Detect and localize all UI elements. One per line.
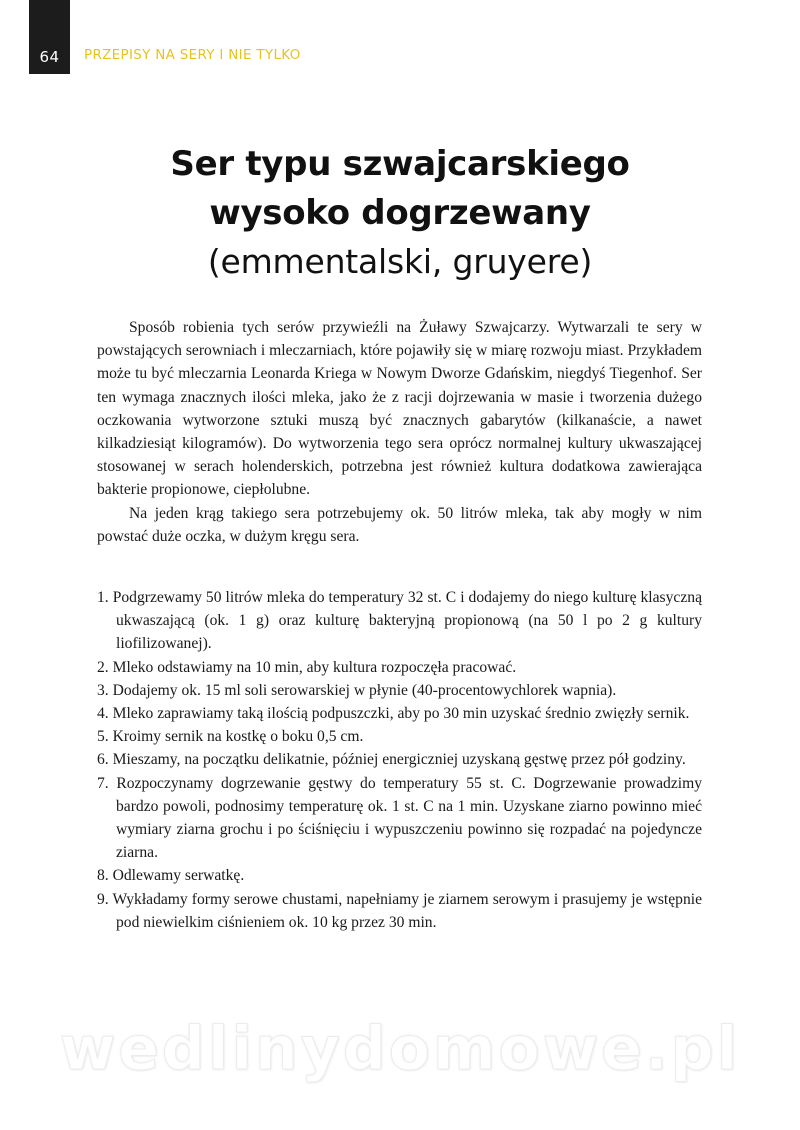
step-item: 1. Podgrzewamy 50 litrów mleka do temperatury 32 st. C i dodajemy do niego kulturę klasyczną ukwaszającą (ok. 1 g) oraz kulturę bakteryjną propionową (na 50 l po 2 g kultury liofilizowanej). — [97, 589, 702, 653]
step-item: 9. Wykładamy formy serowe chustami, napełniamy je ziarnem serowym i prasujemy je wstępnie pod niewielkim ciśnieniem ok. 10 kg przez 30 min. — [97, 890, 702, 931]
recipe-title — [60, 140, 740, 286]
step-item: 2. Mleko odstawiamy na 10 min, aby kultura rozpoczęła pracować. — [97, 658, 517, 676]
steps-list — [97, 586, 702, 934]
intro-text — [97, 316, 702, 548]
title-line-1: Ser typu szwajcarskiego — [170, 144, 630, 184]
paragraph: Na jeden krąg takiego sera potrzebujemy ok. 50 litrów mleka, tak aby mogły w nim powstać duże oczka, w dużym kręgu sera. — [97, 504, 702, 545]
step-item: 8. Odlewamy serwatkę. — [97, 867, 245, 885]
title-line-2: wysoko dogrzewany — [209, 193, 591, 233]
step-item: 5. Kroimy sernik na kostkę o boku 0,5 cm. — [97, 728, 364, 746]
page-number-tab — [29, 0, 70, 74]
step-item: 3. Dodajemy ok. 15 ml soli serowarskiej w płynie (40-procentowychlorek wapnia). — [97, 681, 617, 699]
step-item: 4. Mleko zaprawiamy taką ilością podpuszczki, aby po 30 min uzyskać średnio zwięzły sernik. — [97, 705, 690, 723]
step-item: 6. Mieszamy, na początku delikatnie, później energiczniej uzyskaną gęstwę przez pół godziny. — [97, 751, 686, 769]
page-number: 64 — [39, 48, 60, 66]
paragraph: Sposób robienia tych serów przywieźli na Żuławy Szwajcarzy. Wytwarzali te sery w powstających serowniach i mleczarniach, które pojawiły się w miarę rozwoju miast. Przykładem może tu być mleczarnia Leonarda Kriega w Nowym Dworze Gdańskim, niegdyś Tiegenhof. Ser ten wymaga znacznych ilości mleka, jako że z racji dojrzewania w masie i tworzenia dużego oczkowania wytworzone sztuki muszą być znacznych gabarytów (kilkanaście, a nawet kilkadziesiąt kilogramów). Do wytworzenia tego sera oprócz normalnej kultury ukwaszającej stosowanej w serach holenderskich, potrzebna jest również kultura dodatkowa zawierająca bakterie propionowe, ciepłolubne. — [97, 319, 702, 499]
watermark: wedlinydomowe.pl — [59, 1014, 741, 1084]
step-item: 7. Rozpoczynamy dogrzewanie gęstwy do temperatury 55 st. C. Dogrzewanie prowadzimy bardzo powoli, podnosimy temperaturę ok. 1 st. C na 1 min. Uzyskane ziarno powinno mieć wymiary ziarna grochu i po ściśnięciu i wypuszczeniu powinno się rozpadać na pojedyncze ziarna. — [97, 774, 702, 862]
running-header: PRZEPISY NA SERY I NIE TYLKO — [84, 47, 301, 63]
title-subtitle: (emmentalski, gruyere) — [207, 242, 593, 281]
